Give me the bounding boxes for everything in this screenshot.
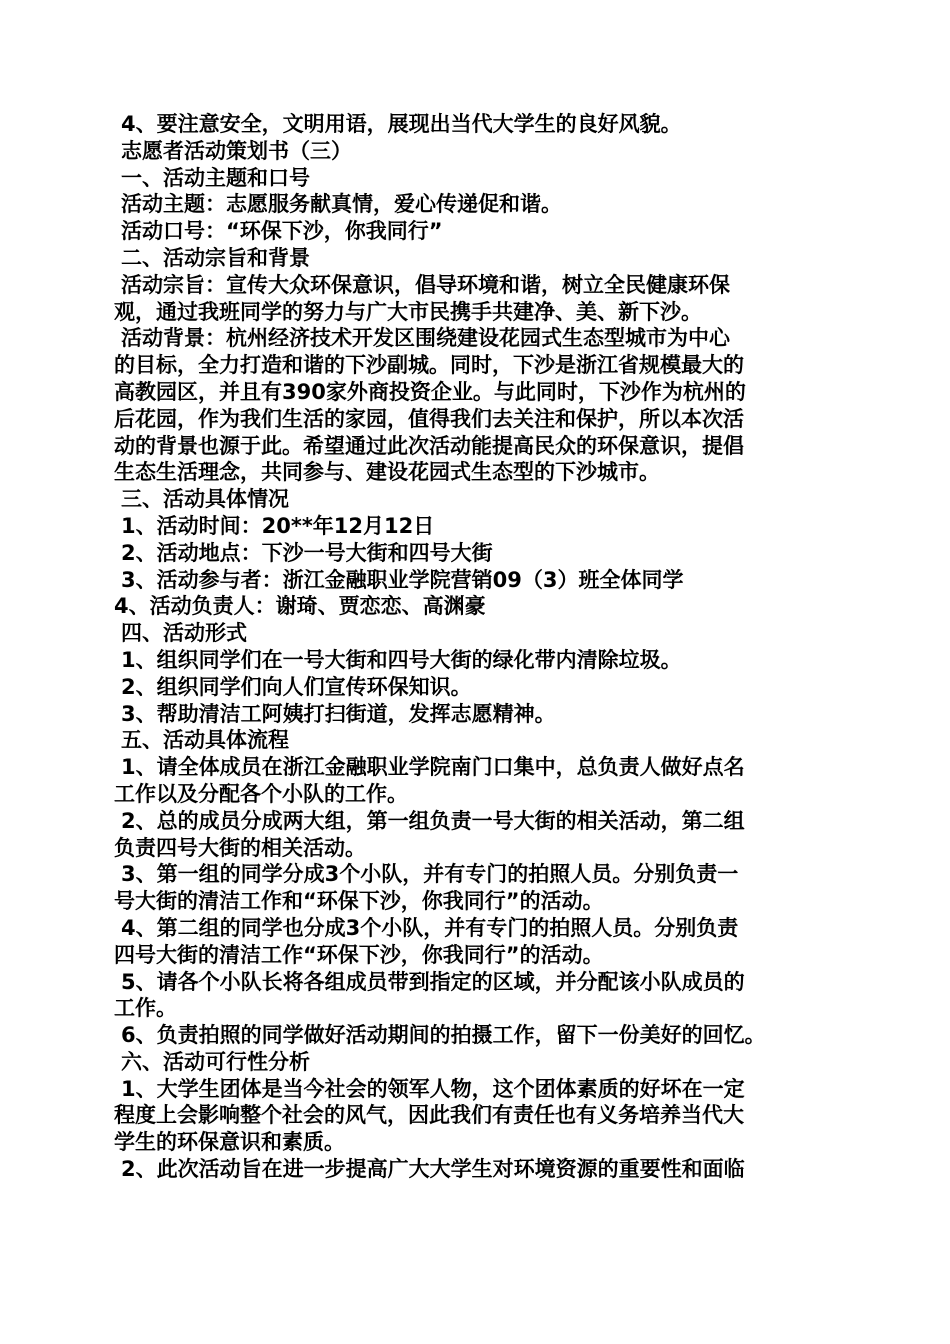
text-line: 后花园，作为我们生活的家园，值得我们去关注和保护，所以本次活 xyxy=(114,406,744,431)
document-body xyxy=(111,111,851,1183)
text-line: 1、活动时间：20**年12月12日 xyxy=(121,513,435,538)
text-line: 6、负责拍照的同学做好活动期间的拍摄工作，留下一份美好的回忆。 xyxy=(121,1023,766,1048)
text-line: 程度上会影响整个社会的风气，因此我们有责任也有义务培养当代大 xyxy=(114,1103,744,1128)
text-line: 活动宗旨：宣传大众环保意识，倡导环境和谐，树立全民健康环保 xyxy=(121,272,730,297)
text-line: 工作。 xyxy=(114,996,177,1021)
text-line: 的目标，全力打造和谐的下沙副城。同时，下沙是浙江省规模最大的 xyxy=(114,353,744,378)
text-line: 2、此次活动旨在进一步提高广大大学生对环境资源的重要性和面临 xyxy=(121,1157,745,1182)
text-line: 2、总的成员分成两大组，第一组负责一号大街的相关活动，第二组 xyxy=(121,808,745,833)
text-line: 2、活动地点：下沙一号大街和四号大街 xyxy=(121,540,493,565)
section-heading: 四、活动形式 xyxy=(121,621,247,646)
text-line: 工作以及分配各个小队的工作。 xyxy=(114,781,408,806)
text-line: 生态生活理念，共同参与、建设花园式生态型的下沙城市。 xyxy=(114,460,660,485)
section-heading: 五、活动具体流程 xyxy=(121,728,289,753)
text-line: 学生的环保意识和素质。 xyxy=(114,1130,345,1155)
text-line: 1、大学生团体是当今社会的领军人物，这个团体素质的好坏在一定 xyxy=(121,1076,745,1101)
text-line: 3、帮助清洁工阿姨打扫街道，发挥志愿精神。 xyxy=(121,701,556,726)
text-line: 4、要注意安全，文明用语，展现出当代大学生的良好风貌。 xyxy=(121,112,682,136)
text-line: 高教园区，并且有390家外商投资企业。与此同时，下沙作为杭州的 xyxy=(114,379,746,404)
section-heading: 一、活动主题和口号 xyxy=(121,165,310,190)
text-line: 号大街的清洁工作和“环保下沙，你我同行”的活动。 xyxy=(114,889,604,914)
text-line: 3、活动参与者：浙江金融职业学院营销09（3）班全体同学 xyxy=(121,567,684,592)
text-line: 1、请全体成员在浙江金融职业学院南门口集中，总负责人做好点名 xyxy=(121,755,745,780)
section-heading: 二、活动宗旨和背景 xyxy=(121,245,310,270)
text-line: 四号大街的清洁工作“环保下沙，你我同行”的活动。 xyxy=(114,942,604,967)
text-line: 4、第二组的同学也分成3个小队，并有专门的拍照人员。分别负责 xyxy=(121,915,739,940)
text-line: 2、组织同学们向人们宣传环保知识。 xyxy=(121,674,472,699)
text-line: 活动主题：志愿服务献真情，爱心传递促和谐。 xyxy=(121,192,562,217)
section-title: 志愿者活动策划书（三） xyxy=(121,138,352,163)
text-line: 动的背景也源于此。希望通过此次活动能提高民众的环保意识，提倡 xyxy=(114,433,744,458)
section-heading: 六、活动可行性分析 xyxy=(121,1049,310,1074)
text-line: 1、组织同学们在一号大街和四号大街的绿化带内清除垃圾。 xyxy=(121,647,682,672)
text-line: 5、请各个小队长将各组成员带到指定的区域，并分配该小队成员的 xyxy=(121,969,745,994)
text-line: 4、活动负责人：谢琦、贾恋恋、高渊豪 xyxy=(114,594,486,619)
section-heading: 三、活动具体情况 xyxy=(121,487,289,512)
text-line: 负责四号大街的相关活动。 xyxy=(114,835,366,860)
text-line: 活动背景：杭州经济技术开发区围绕建设花园式生态型城市为中心 xyxy=(121,326,730,351)
text-line: 活动口号：“环保下沙，你我同行” xyxy=(121,219,443,244)
text-line: 观，通过我班同学的努力与广大市民携手共建净、美、新下沙。 xyxy=(114,299,702,324)
text-line: 3、第一组的同学分成3个小队，并有专门的拍照人员。分别负责一 xyxy=(121,862,739,887)
